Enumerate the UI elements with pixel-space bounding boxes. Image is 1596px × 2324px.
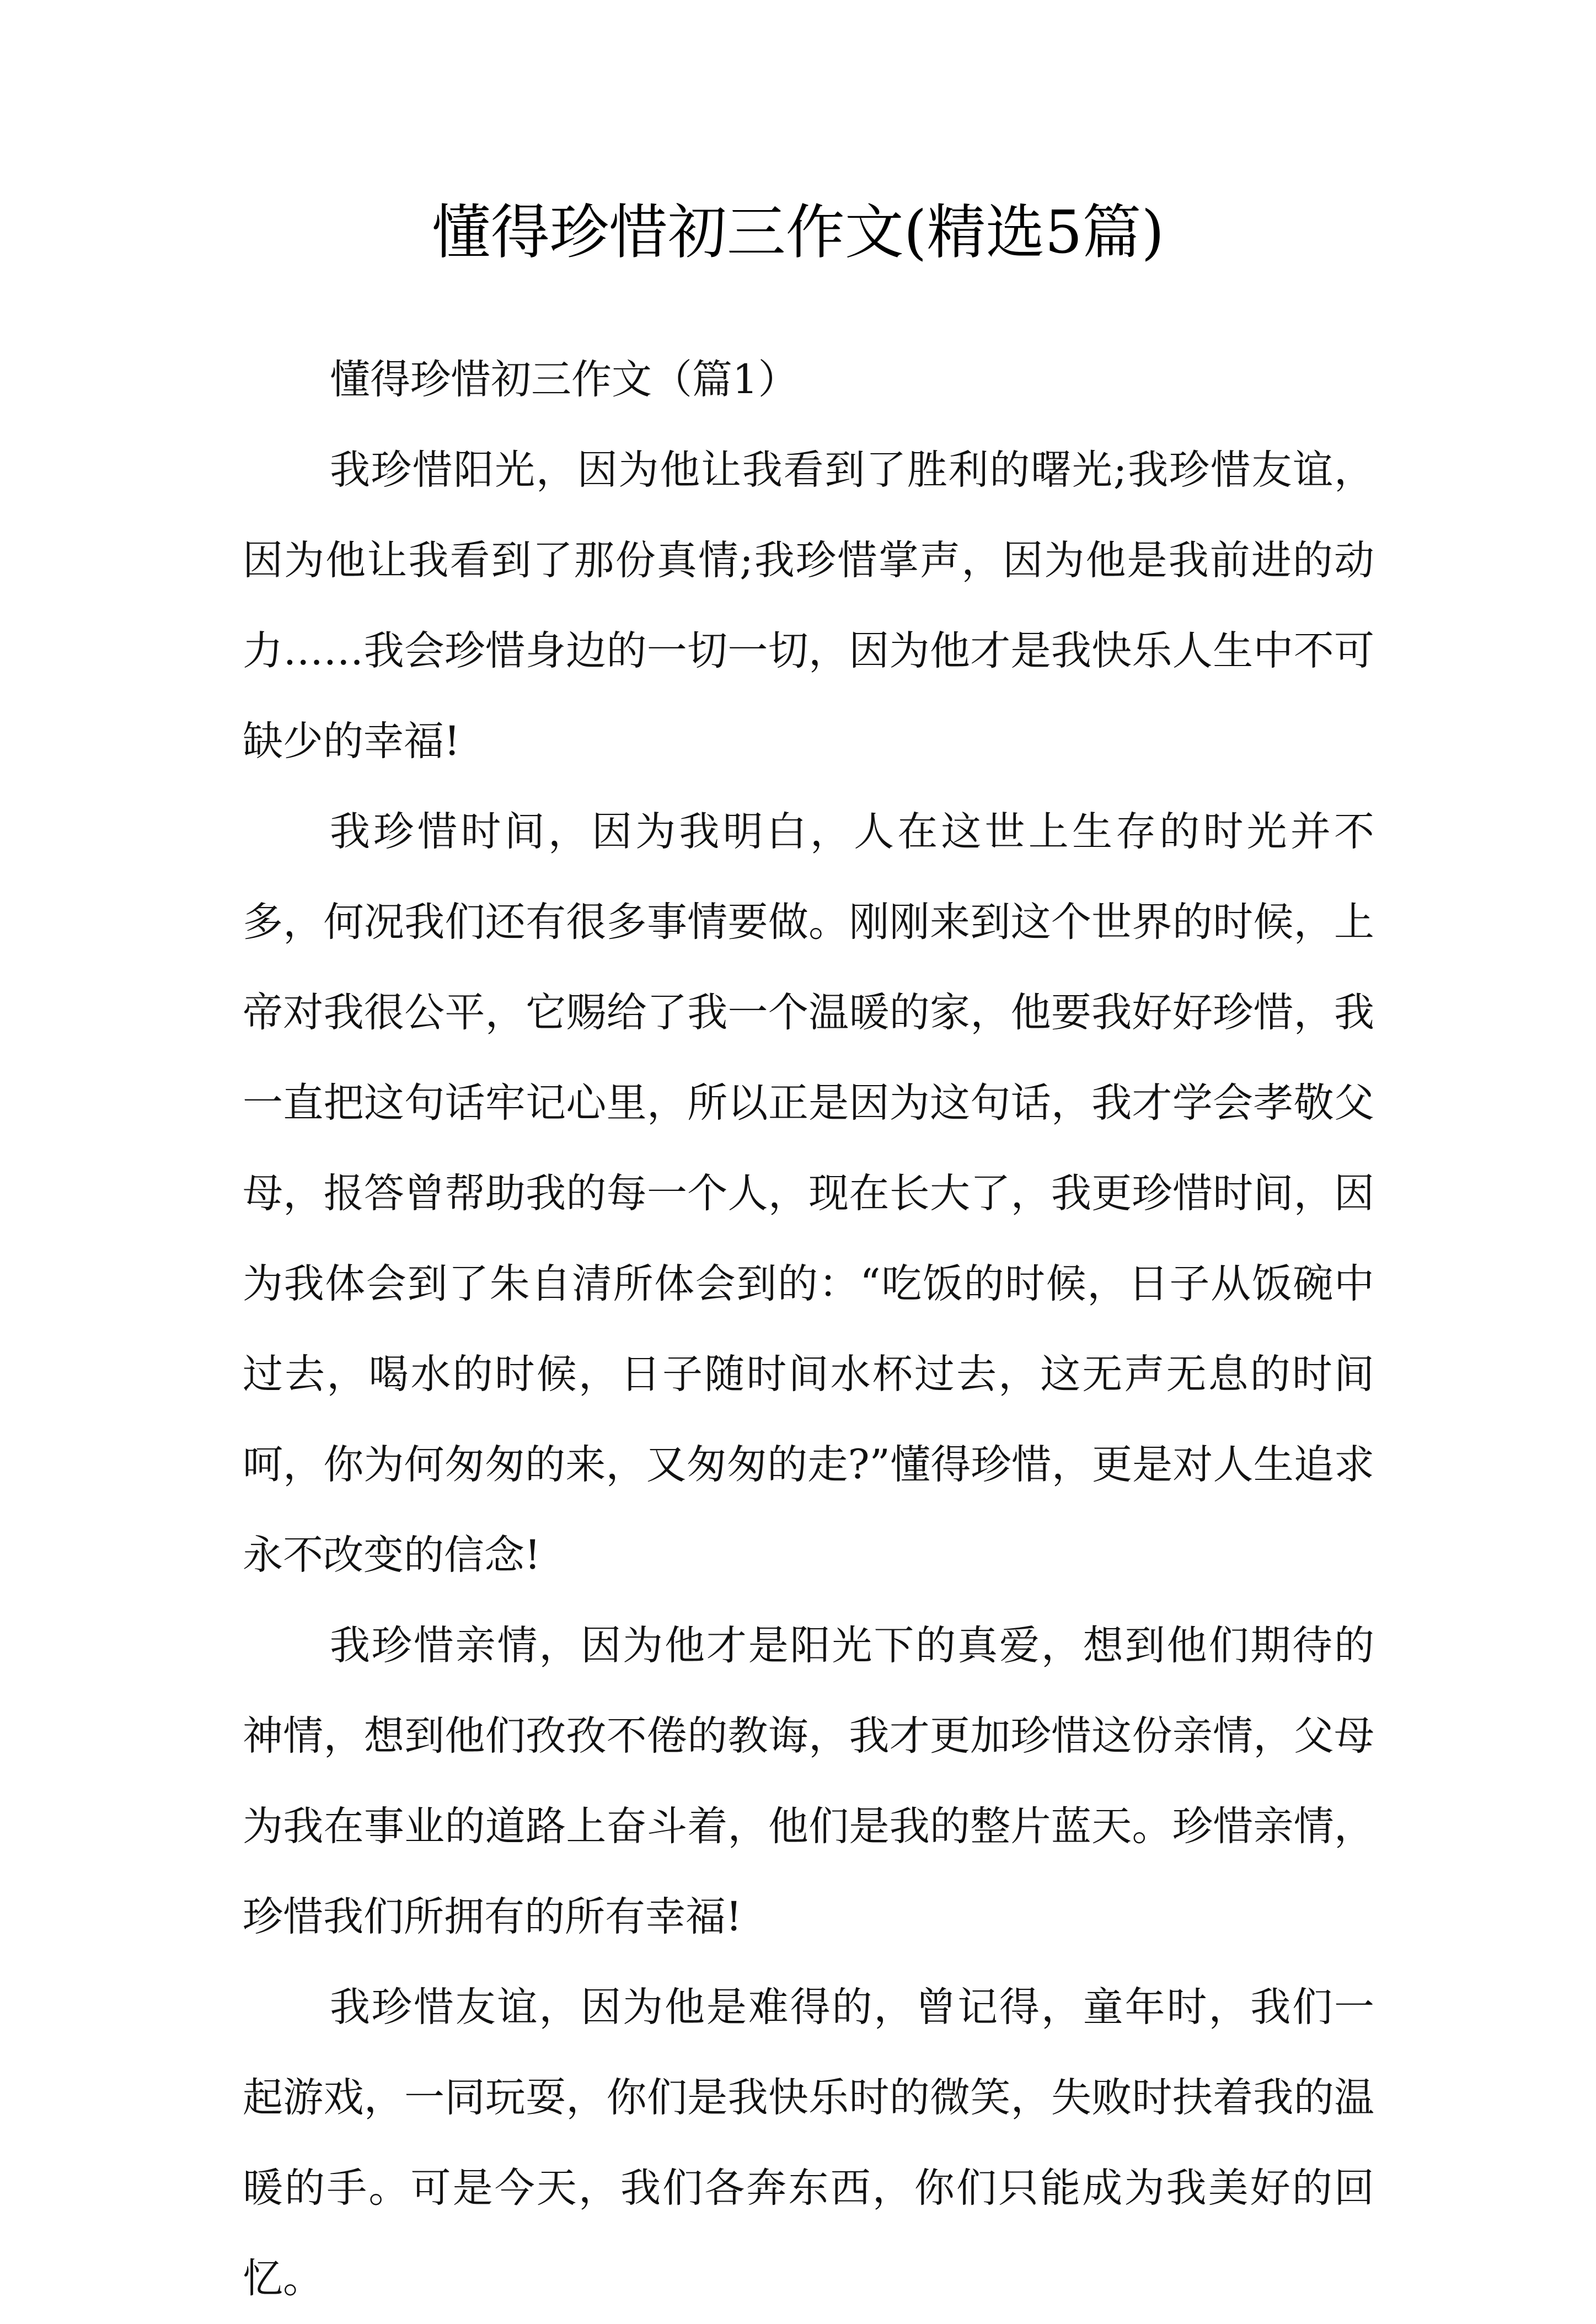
paragraph-4: 我珍惜友谊，因为他是难得的，曾记得，童年时，我们一起游戏，一同玩耍，你们是我快乐时的微笑，失败时扶着我的温暖的手。可是今天，我们各奔东西，你们只能成为我美好的回忆。 xyxy=(243,1984,1374,2302)
document-body xyxy=(243,335,1374,2324)
paragraph-1: 我珍惜阳光，因为他让我看到了胜利的曙光;我珍惜友谊，因为他让我看到了那份真情;我珍惜掌声，因为他是我前进的动力……我会珍惜身边的一切一切，因为他才是我快乐人生中不可缺少的幸福! xyxy=(243,447,1374,765)
section-heading: 懂得珍惜初三作文（篇1） xyxy=(330,356,799,403)
paragraph-3: 我珍惜亲情，因为他才是阳光下的真爱，想到他们期待的神情，想到他们孜孜不倦的教诲，我才更加珍惜这份亲情，父母为我在事业的道路上奋斗着，他们是我的整片蓝天。珍惜亲情，珍惜我们所拥有的所有幸福! xyxy=(243,1622,1374,1940)
document-title: 懂得珍惜初三作文(精选5篇) xyxy=(431,198,1165,267)
paragraph-2: 我珍惜时间，因为我明白，人在这世上生存的时光并不多，何况我们还有很多事情要做。刚刚来到这个世界的时候，上帝对我很公平，它赐给了我一个温暖的家，他要我好好珍惜，我一直把这句话牢记心里，所以正是因为这句话，我才学会孝敬父母，报答曾帮助我的每一个人，现在长大了，我更珍惜时间，因为我体会到了朱自清所体会到的：“吃饭的时候，日子从饭碗中过去，喝水的时候，日子随时间水杯过去，这无声无息的时间呵，你为何匆匆的来，又匆匆的走?”懂得珍惜，更是对人生追求永不改变的信念! xyxy=(243,808,1374,1579)
